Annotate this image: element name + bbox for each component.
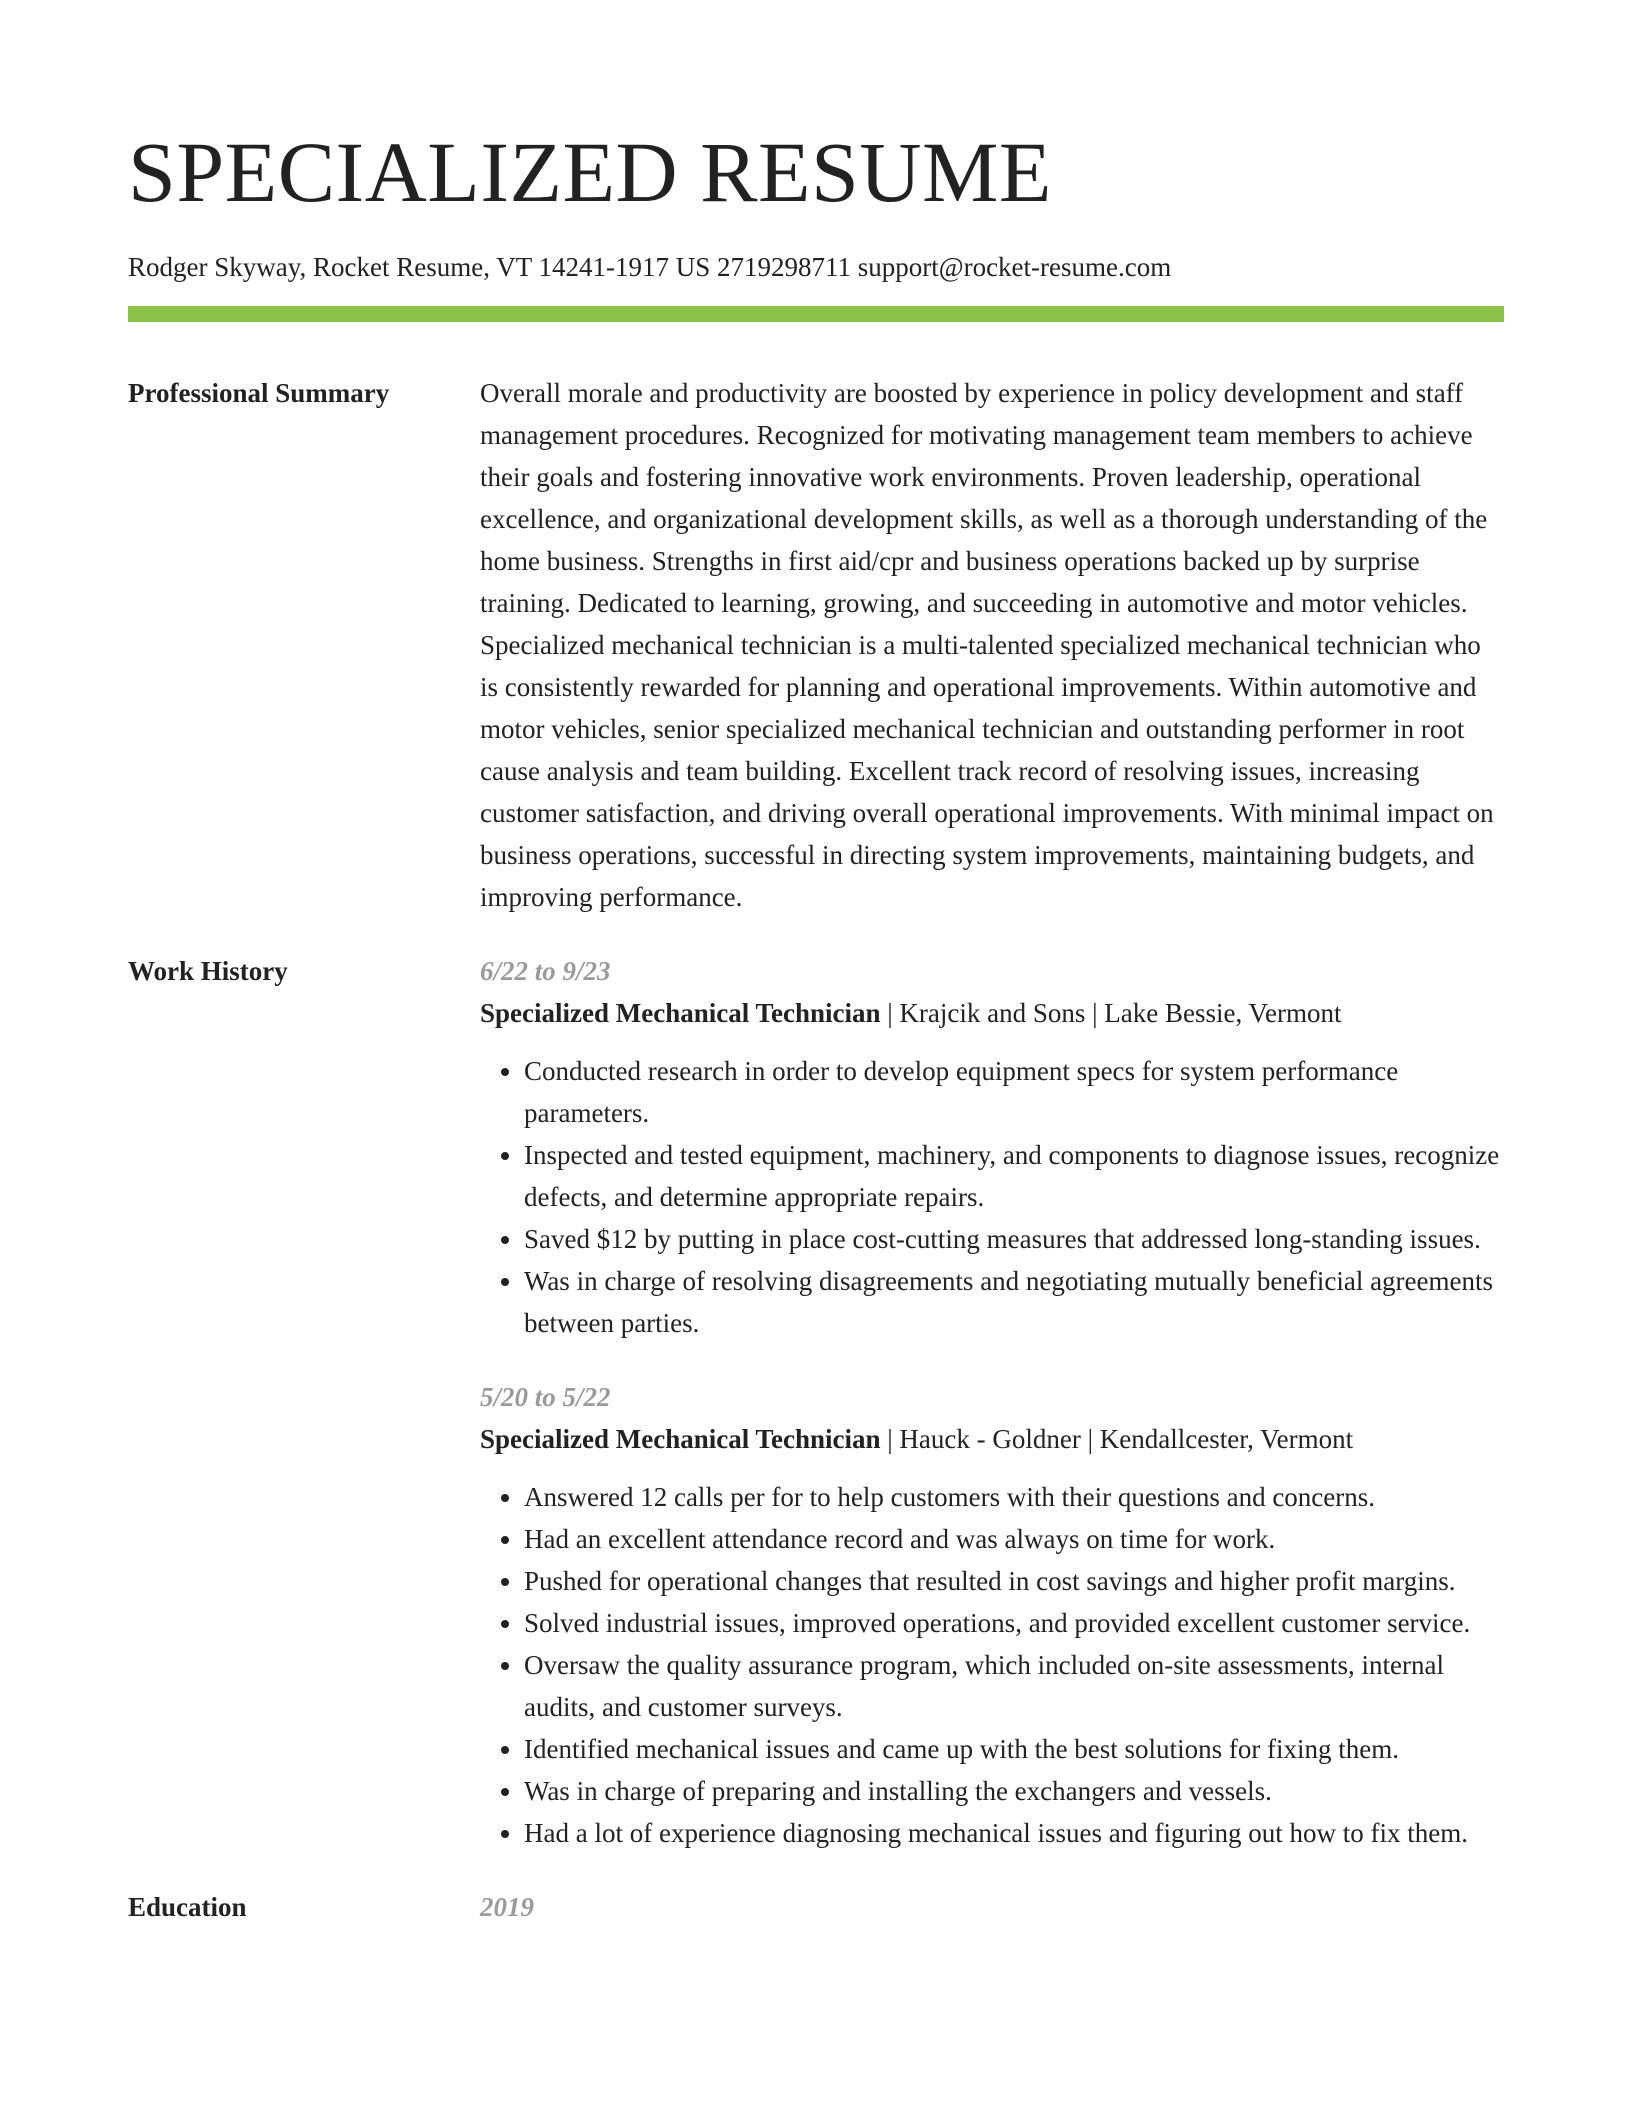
professional-summary-section bbox=[128, 372, 1504, 918]
job-bullet: • Had an excellent attendance record and was always on time for work. bbox=[524, 1518, 1504, 1560]
education-section bbox=[128, 1886, 1504, 1928]
job-dates: 6/22 to 9/23 bbox=[480, 956, 611, 986]
resume-page bbox=[128, 0, 1504, 1928]
contact-line: Rodger Skyway, Rocket Resume, VT 14241-1917 US 2719298711 support@rocket-resume.com bbox=[128, 252, 1172, 282]
job-bullet-list bbox=[480, 1476, 1504, 1854]
job-entry bbox=[480, 1376, 1504, 1854]
job-bullet: • Answered 12 calls per for to help customers with their questions and concerns. bbox=[524, 1476, 1504, 1518]
job-bullet: • Was in charge of resolving disagreements and negotiating mutually beneficial agreements between parties. bbox=[524, 1260, 1504, 1344]
job-bullet: • Inspected and tested equipment, machinery, and components to diagnose issues, recognize defects, and determine appropriate repairs. bbox=[524, 1134, 1504, 1218]
job-bullet: • Saved $12 by putting in place cost-cutting measures that addressed long-standing issues. bbox=[524, 1218, 1504, 1260]
job-bullet: • Had a lot of experience diagnosing mechanical issues and figuring out how to fix them. bbox=[524, 1812, 1504, 1854]
resume-title: SPECIALIZED RESUME bbox=[128, 124, 1052, 220]
job-bullet: • Pushed for operational changes that resulted in cost savings and higher profit margins. bbox=[524, 1560, 1504, 1602]
job-bullet: • Conducted research in order to develop equipment specs for system performance parameters. bbox=[524, 1050, 1504, 1134]
job-employer-location: | Krajcik and Sons | Lake Bessie, Vermont bbox=[880, 998, 1342, 1028]
job-dates: 5/20 to 5/22 bbox=[480, 1382, 611, 1412]
job-title: Specialized Mechanical Technician bbox=[480, 1424, 881, 1454]
section-label-work-history: Work History bbox=[128, 956, 288, 986]
job-entry bbox=[480, 950, 1504, 1344]
job-bullet: • Oversaw the quality assurance program, which included on-site assessments, internal audits, and customer surveys. bbox=[524, 1644, 1504, 1728]
job-title: Specialized Mechanical Technician bbox=[480, 998, 881, 1028]
job-bullet-list bbox=[480, 1050, 1504, 1344]
education-date: 2019 bbox=[480, 1892, 534, 1922]
work-history-body bbox=[480, 950, 1504, 1854]
section-label-professional-summary: Professional Summary bbox=[128, 378, 390, 408]
summary-text: Overall morale and productivity are boosted by experience in policy development and staff management procedures. Recognized for motivating management team members to achieve their goals and fostering innovative work environments. Proven leadership, operational excellence, and organizational development skills, as well as a thorough understanding of the home business. Strengths in first aid/cpr and business operations backed up by surprise training. Dedicated to learning, growing, and succeeding in automotive and motor vehicles. Specialized mechanical technician is a multi-talented specialized mechanical technician who is consistently rewarded for planning and operational improvements. Within automotive and motor vehicles, senior specialized mechanical technician and outstanding performer in root cause analysis and team building. Excellent track record of resolving issues, increasing customer satisfaction, and driving overall operational improvements. With minimal impact on business operations, successful in directing system improvements, maintaining budgets, and improving performance. bbox=[480, 378, 1494, 912]
section-label-education: Education bbox=[128, 1892, 247, 1922]
job-employer-location: | Hauck - Goldner | Kendallcester, Vermont bbox=[880, 1424, 1354, 1454]
job-heading bbox=[480, 992, 1504, 1034]
education-body bbox=[480, 1886, 1504, 1928]
job-bullet: • Identified mechanical issues and came up with the best solutions for fixing them. bbox=[524, 1728, 1504, 1770]
job-bullet: • Was in charge of preparing and installing the exchangers and vessels. bbox=[524, 1770, 1504, 1812]
accent-divider bbox=[128, 306, 1504, 322]
summary-body bbox=[480, 372, 1504, 918]
work-history-section bbox=[128, 950, 1504, 1854]
job-heading bbox=[480, 1418, 1504, 1460]
job-bullet: • Solved industrial issues, improved operations, and provided excellent customer service. bbox=[524, 1602, 1504, 1644]
